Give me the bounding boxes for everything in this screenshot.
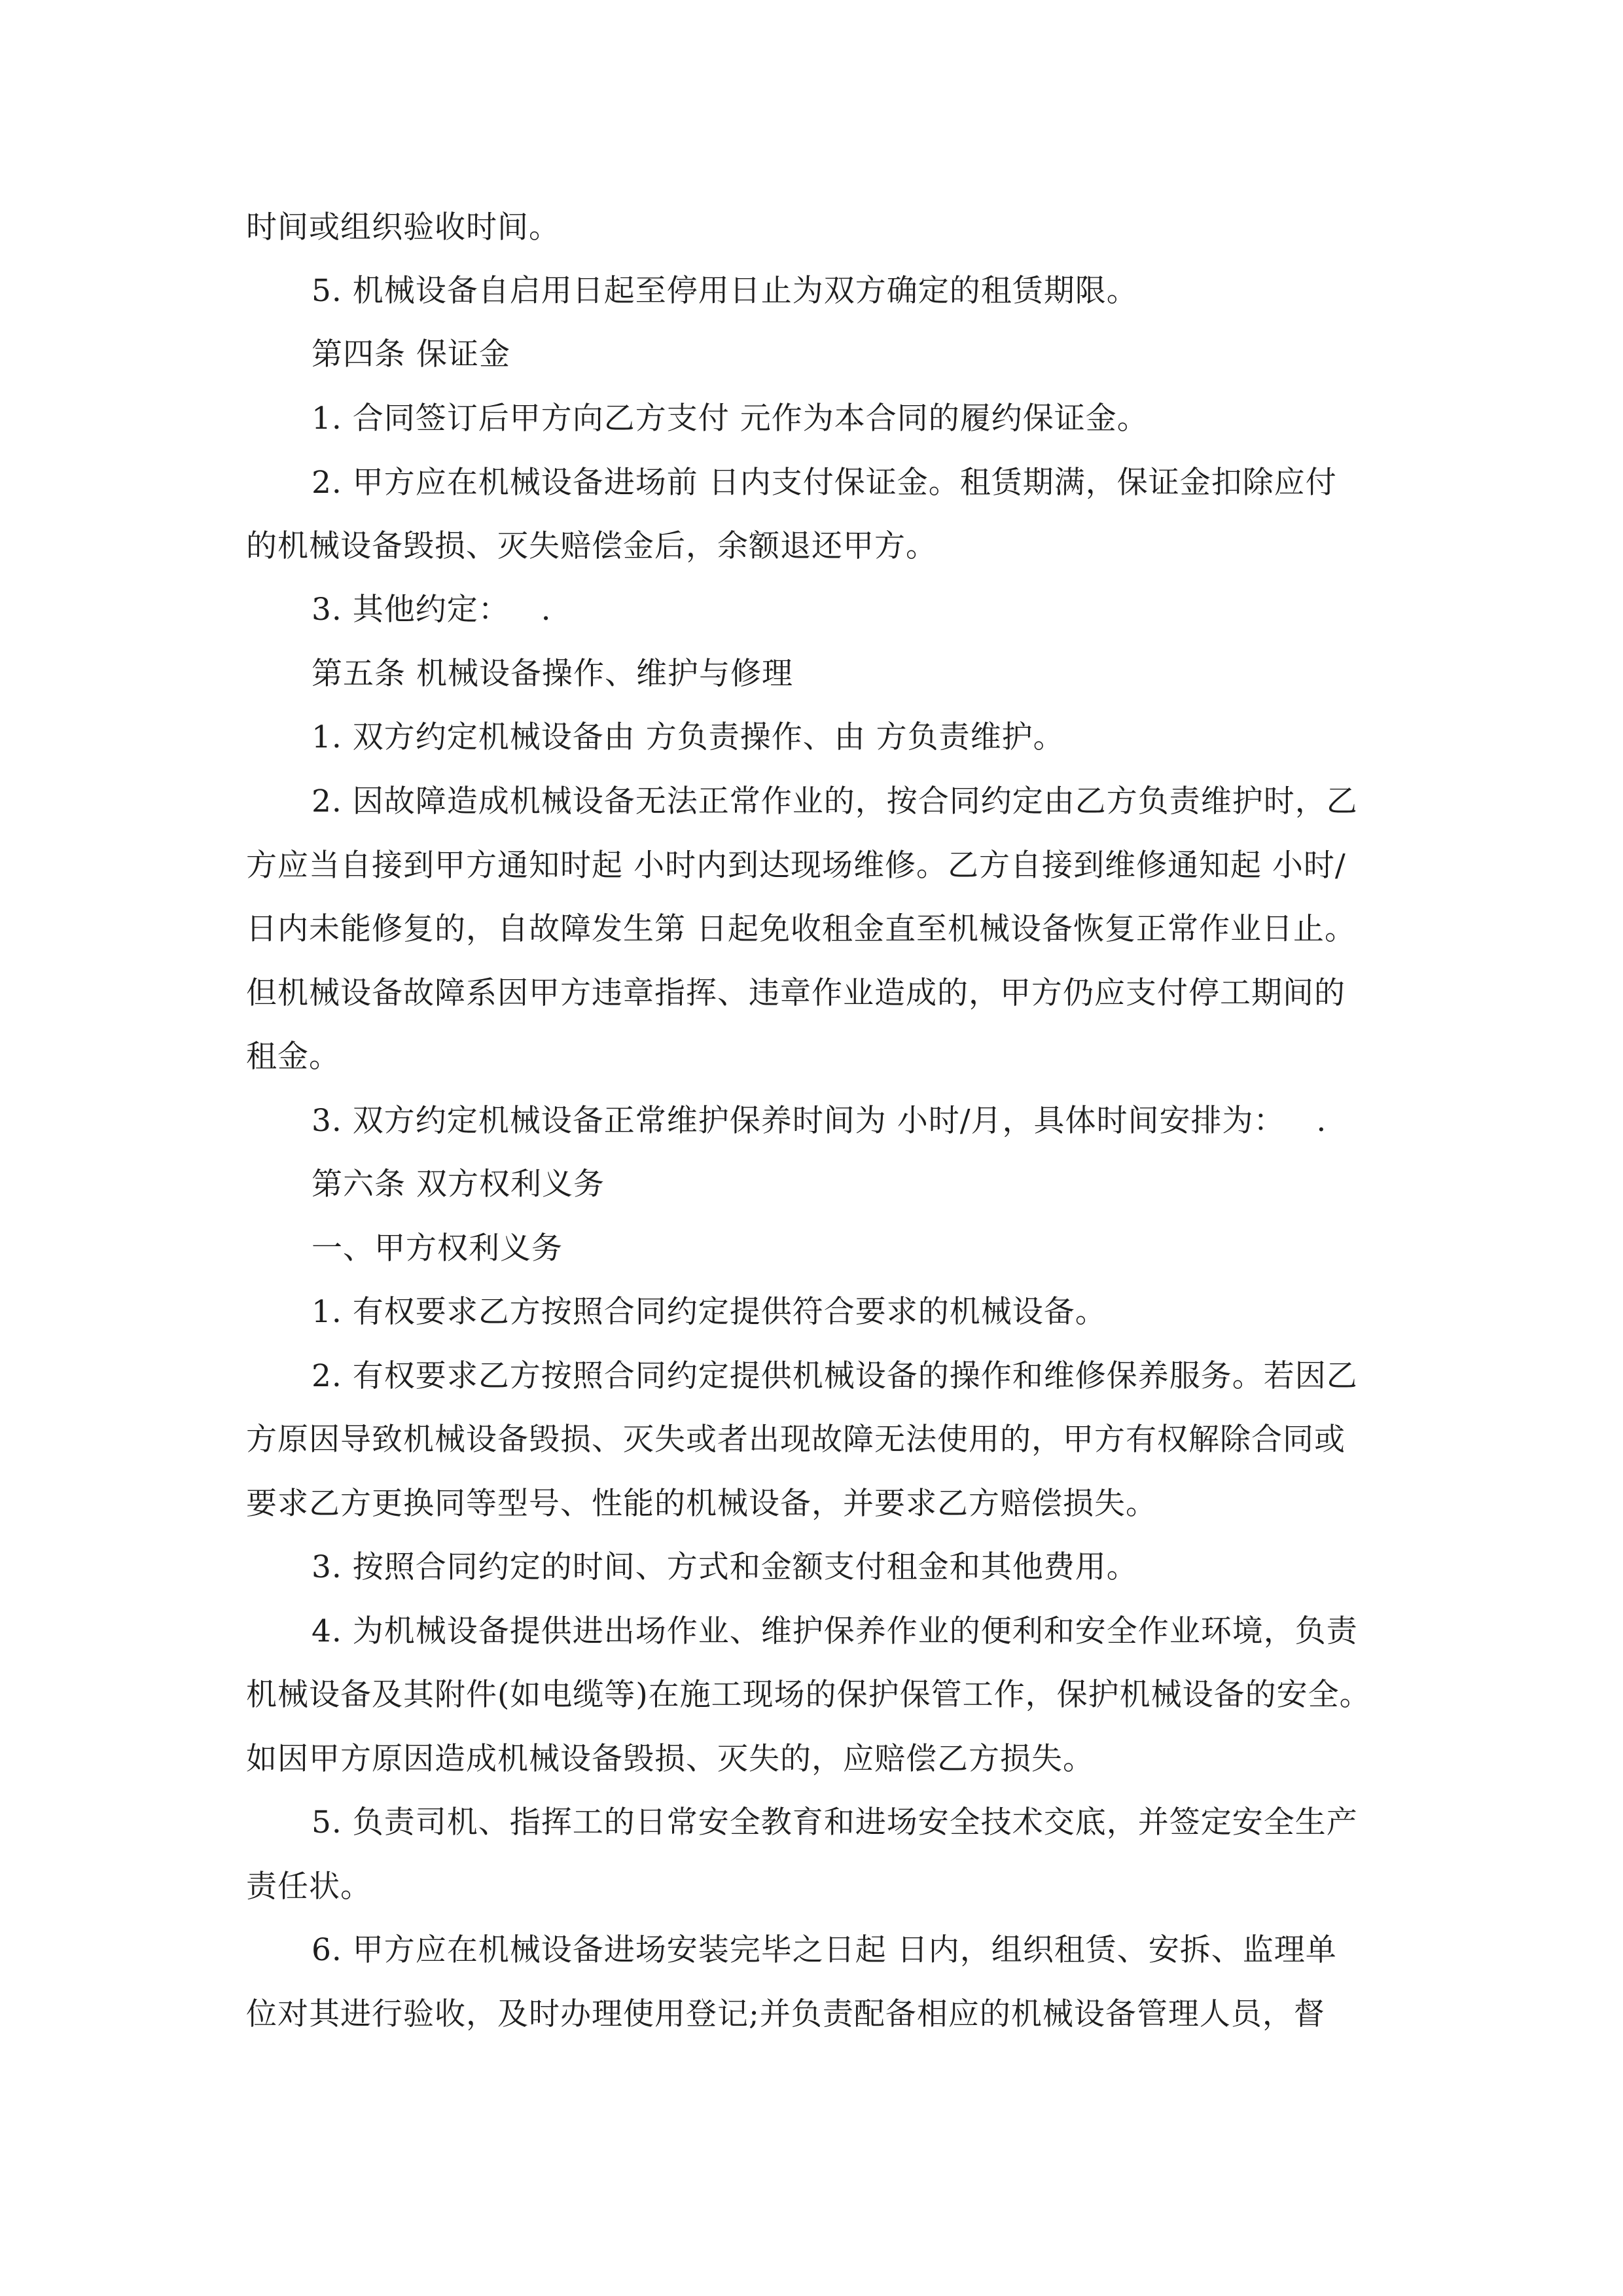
text-line: 1. 有权要求乙方按照合同约定提供符合要求的机械设备。 — [312, 1294, 1107, 1330]
text-line: 5. 机械设备自启用日起至停用日止为双方确定的租赁期限。 — [312, 273, 1138, 309]
text-line: 机械设备及其附件(如电缆等)在施工现场的保护保管工作，保护机械设备的安全。 — [246, 1677, 1371, 1713]
section-heading: 第六条 双方权利义务 — [312, 1166, 605, 1202]
text-line: 3. 按照合同约定的时间、方式和金额支付租金和其他费用。 — [312, 1549, 1138, 1585]
text-line: 的机械设备毁损、灭失赔偿金后，余额退还甲方。 — [246, 528, 937, 564]
text-line: 1. 合同签订后甲方向乙方支付 元作为本合同的履约保证金。 — [312, 401, 1149, 437]
text-line: 4. 为机械设备提供进出场作业、维护保养作业的便利和安全作业环境，负责 — [312, 1613, 1358, 1649]
text-line: 日内未能修复的，自故障发生第 日起免收租金直至机械设备恢复正常作业日止。 — [246, 911, 1356, 947]
text-line: 方应当自接到甲方通知时起 小时内到达现场维修。乙方自接到维修通知起 小时/ — [246, 848, 1346, 884]
text-line: 位对其进行验收，及时办理使用登记;并负责配备相应的机械设备管理人员，督 — [246, 1996, 1325, 2032]
text-line: 租金。 — [246, 1039, 340, 1075]
text-line: 2. 有权要求乙方按照合同约定提供机械设备的操作和维修保养服务。若因乙 — [312, 1358, 1358, 1394]
text-line: 责任状。 — [246, 1869, 372, 1905]
text-line: 如因甲方原因造成机械设备毁损、灭失的，应赔偿乙方损失。 — [246, 1741, 1094, 1777]
text-line: 5. 负责司机、指挥工的日常安全教育和进场安全技术交底，并签定安全生产 — [312, 1804, 1358, 1840]
text-line: 方原因导致机械设备毁损、灭失或者出现故障无法使用的，甲方有权解除合同或 — [246, 1422, 1346, 1458]
text-line: 但机械设备故障系因甲方违章指挥、违章作业造成的，甲方仍应支付停工期间的 — [246, 975, 1346, 1011]
section-heading: 第四条 保证金 — [312, 336, 510, 372]
section-heading: 第五条 机械设备操作、维护与修理 — [312, 656, 793, 692]
text-line: 3. 双方约定机械设备正常维护保养时间为 小时/月，具体时间安排为： . — [312, 1103, 1327, 1139]
text-line: 1. 双方约定机械设备由 方负责操作、由 方负责维护。 — [312, 719, 1065, 755]
text-line: 时间或组织验收时间。 — [246, 209, 560, 245]
text-line: 2. 因故障造成机械设备无法正常作业的，按合同约定由乙方负责维护时，乙 — [312, 783, 1358, 819]
subsection-heading: 一、甲方权利义务 — [312, 1230, 563, 1266]
text-line: 要求乙方更换同等型号、性能的机械设备，并要求乙方赔偿损失。 — [246, 1486, 1157, 1522]
text-line: 6. 甲方应在机械设备进场安装完毕之日起 日内，组织租赁、安拆、监理单 — [312, 1932, 1337, 1968]
text-line: 2. 甲方应在机械设备进场前 日内支付保证金。租赁期满，保证金扣除应付 — [312, 465, 1337, 501]
text-line: 3. 其他约定： . — [312, 592, 552, 628]
